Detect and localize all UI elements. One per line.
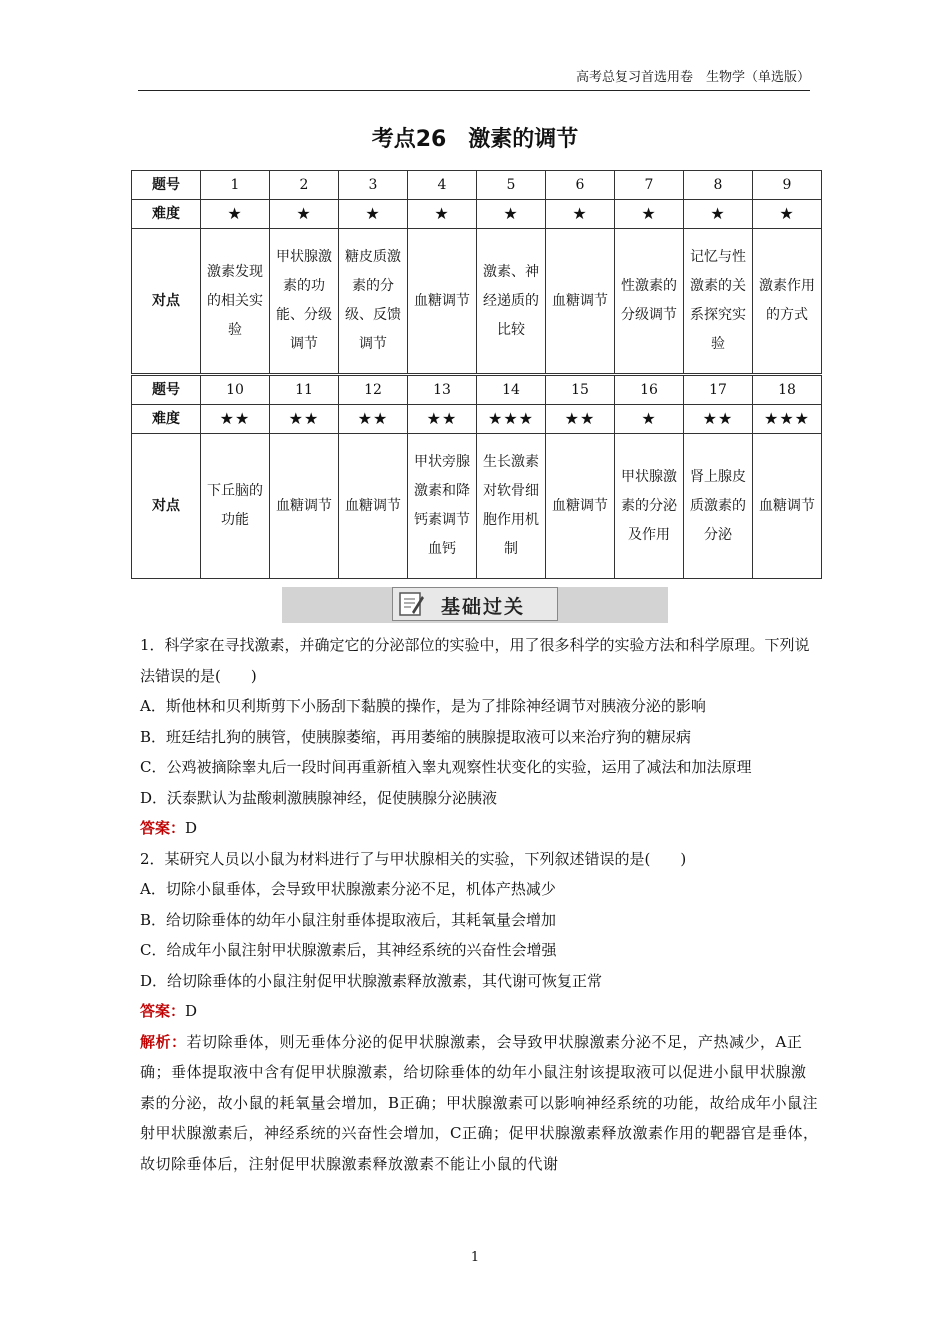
row-label-number: 题号 <box>132 171 201 200</box>
question-number: 11 <box>270 376 339 405</box>
questions <box>140 630 820 1179</box>
difficulty-stars: ★★ <box>270 405 339 434</box>
question-number: 5 <box>477 171 546 200</box>
question-2-option-d: D．给切除垂体的小鼠注射促甲状腺激素释放激素，其代谢可恢复正常 <box>140 971 603 990</box>
difficulty-stars: ★ <box>339 200 408 229</box>
topic-cell: 激素、神经递质的比较 <box>477 229 546 374</box>
topic-cell: 性激素的分级调节 <box>615 229 684 374</box>
difficulty-stars: ★ <box>408 200 477 229</box>
difficulty-stars: ★ <box>270 200 339 229</box>
topic-cell: 下丘脑的功能 <box>201 434 270 579</box>
table-row-difficulty <box>132 200 822 229</box>
question-number: 4 <box>408 171 477 200</box>
difficulty-stars: ★ <box>201 200 270 229</box>
question-number: 9 <box>753 171 822 200</box>
table-row-points <box>132 229 822 374</box>
pencil-icon <box>397 590 425 618</box>
section-banner <box>282 587 668 623</box>
topic-cell: 激素发现的相关实验 <box>201 229 270 374</box>
question-2-stem: 2．某研究人员以小鼠为材料进行了与甲状腺相关的实验，下列叙述错误的是( ) <box>140 849 687 868</box>
question-number: 1 <box>201 171 270 200</box>
answer-label: 答案： <box>140 819 186 837</box>
question-number: 12 <box>339 376 408 405</box>
row-label-point: 对点 <box>132 434 201 579</box>
page-header <box>138 70 810 91</box>
difficulty-stars: ★ <box>684 200 753 229</box>
topic-cell: 血糖调节 <box>753 434 822 579</box>
question-1-option-c: C．公鸡被摘除睾丸后一段时间再重新植入睾丸观察性状变化的实验，运用了减法和加法原理 <box>140 758 752 776</box>
difficulty-stars: ★ <box>615 405 684 434</box>
question-2-option-a: A．切除小鼠垂体，会导致甲状腺激素分泌不足，机体产热减少 <box>140 880 556 898</box>
question-number: 8 <box>684 171 753 200</box>
row-label-number: 题号 <box>132 376 201 405</box>
question-1-option-d: D．沃泰默认为盐酸刺激胰腺神经，促使胰腺分泌胰液 <box>140 788 498 807</box>
page-title: 考点26 激素的调节 <box>371 127 579 152</box>
difficulty-stars: ★ <box>615 200 684 229</box>
question-number: 18 <box>753 376 822 405</box>
section-banner-box <box>392 587 558 621</box>
row-label-difficulty: 难度 <box>132 405 201 434</box>
question-number: 13 <box>408 376 477 405</box>
analysis-text: 若切除垂体，则无垂体分泌的促甲状腺激素，会导致甲状腺激素分泌不足，产热减少，A正确；垂体提取液中含有促甲状腺激素，给切除垂体的幼年小鼠注射该提取液可以促进小鼠甲状腺激素的分泌，故小鼠的耗氧量会增加，B正确；甲状腺激素可以影响神经系统的功能，故给成年小鼠注射甲状腺激素后，神经系统的兴奋性会增加，C正确；促甲状腺激素释放激素作用的靶器官是垂体，故切除垂体后，注射促甲状腺激素释放激素不能让小鼠的代谢 <box>140 1032 819 1173</box>
question-1-stem: 1．科学家在寻找激素，并确定它的分泌部位的实验中，用了很多科学的实验方法和科学原理。下列说法错误的是( ) <box>140 636 810 685</box>
difficulty-stars: ★ <box>753 200 822 229</box>
table-row-numbers <box>132 376 822 405</box>
row-label-point: 对点 <box>132 229 201 374</box>
difficulty-stars: ★★ <box>201 405 270 434</box>
topic-cell: 甲状旁腺激素和降钙素调节血钙 <box>408 434 477 579</box>
topic-cell: 记忆与性激素的关系探究实验 <box>684 229 753 374</box>
topic-cell: 甲状腺激素的分泌及作用 <box>615 434 684 579</box>
topic-table-2 <box>131 375 822 579</box>
row-label-difficulty: 难度 <box>132 200 201 229</box>
topic-cell: 甲状腺激素的功能、分级调节 <box>270 229 339 374</box>
table-row-points <box>132 434 822 579</box>
difficulty-stars: ★★ <box>339 405 408 434</box>
topic-cell: 血糖调节 <box>546 229 615 374</box>
difficulty-stars: ★★★ <box>753 405 822 434</box>
question-2-option-b: B．给切除垂体的幼年小鼠注射垂体提取液后，其耗氧量会增加 <box>140 910 557 929</box>
analysis-label: 解析： <box>140 1032 187 1051</box>
question-number: 17 <box>684 376 753 405</box>
difficulty-stars: ★ <box>546 200 615 229</box>
answer-value: D <box>185 819 198 837</box>
question-2-option-c: C．给成年小鼠注射甲状腺激素后，其神经系统的兴奋性会增强 <box>140 941 557 959</box>
header-text: 高考总复习首选用卷 生物学（单选版） <box>575 70 810 85</box>
difficulty-stars: ★★ <box>684 405 753 434</box>
difficulty-stars: ★★★ <box>477 405 546 434</box>
topic-cell: 生长激素对软骨细胞作用机制 <box>477 434 546 579</box>
question-number: 2 <box>270 171 339 200</box>
answer-label: 答案： <box>140 1002 186 1020</box>
question-2-analysis <box>140 1027 820 1180</box>
question-1-option-b: B．班廷结扎狗的胰管，使胰腺萎缩，再用萎缩的胰腺提取液可以来治疗狗的糖尿病 <box>140 727 692 746</box>
question-number: 14 <box>477 376 546 405</box>
topic-cell: 糖皮质激素的分级、反馈调节 <box>339 229 408 374</box>
topic-table-1 <box>131 170 822 374</box>
page-number: 1 <box>470 1250 480 1265</box>
difficulty-stars: ★★ <box>408 405 477 434</box>
topic-cell: 肾上腺皮质激素的分泌 <box>684 434 753 579</box>
question-2-answer <box>140 996 820 1027</box>
question-number: 3 <box>339 171 408 200</box>
question-1-answer <box>140 813 820 844</box>
question-number: 15 <box>546 376 615 405</box>
topic-cell: 血糖调节 <box>408 229 477 374</box>
question-number: 6 <box>546 171 615 200</box>
section-banner-label: 基础过关 <box>441 596 526 618</box>
topic-cell: 血糖调节 <box>270 434 339 579</box>
question-1-option-a: A．斯他林和贝利斯剪下小肠刮下黏膜的操作，是为了排除神经调节对胰液分泌的影响 <box>140 697 706 715</box>
table-row-numbers <box>132 171 822 200</box>
table-row-difficulty <box>132 405 822 434</box>
answer-value: D <box>185 1002 198 1020</box>
topic-cell: 血糖调节 <box>339 434 408 579</box>
question-number: 10 <box>201 376 270 405</box>
question-number: 7 <box>615 171 684 200</box>
difficulty-stars: ★★ <box>546 405 615 434</box>
difficulty-stars: ★ <box>477 200 546 229</box>
question-number: 16 <box>615 376 684 405</box>
topic-cell: 激素作用的方式 <box>753 229 822 374</box>
topic-cell: 血糖调节 <box>546 434 615 579</box>
